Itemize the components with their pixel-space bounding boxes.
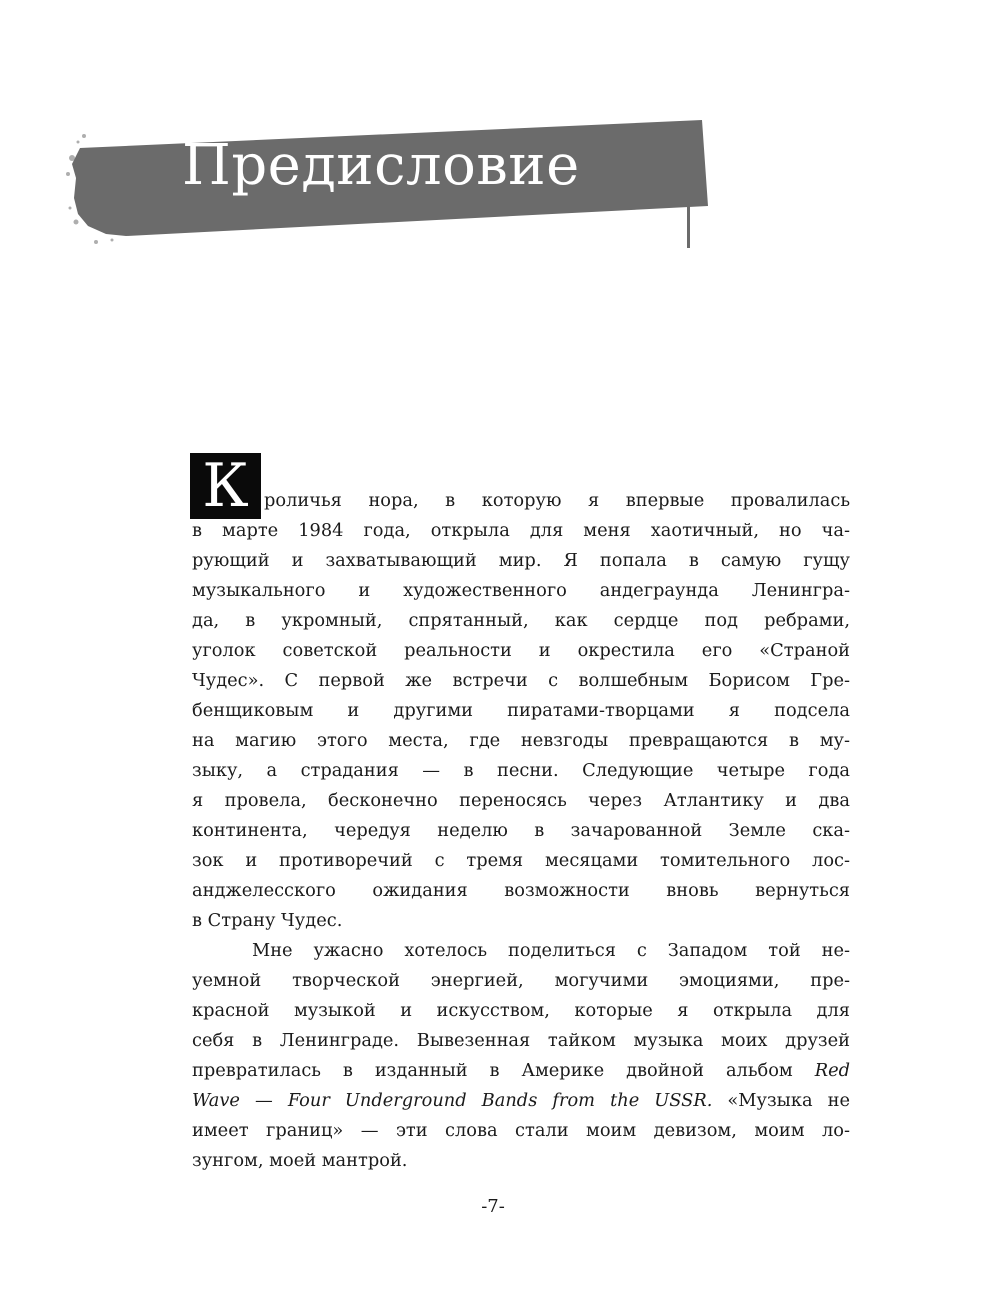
chapter-title-banner <box>66 118 716 248</box>
chapter-title: Предисловие <box>182 133 580 198</box>
text-line: рующий и захватывающий мир. Я попала в самую гущу <box>192 550 850 571</box>
text-line: Чудес». С первой же встречи с волшебным Борисом Гре- <box>192 670 850 691</box>
text-segment: превратилась в изданный в Америке двойной альбом <box>192 1060 815 1081</box>
album-title-italic: Wave — Four Underground Bands from the USSR. <box>192 1090 713 1111</box>
text-line: континента, чередуя неделю в зачарованной Земле ска- <box>192 820 850 841</box>
text-line: я провела, бесконечно переносясь через Атлантику и два <box>192 790 850 811</box>
text-line: уемной творческой энергией, могучими эмоциями, пре- <box>192 970 850 991</box>
text-segment: «Музыка не <box>712 1090 850 1111</box>
text-line: уголок советской реальности и окрестила его «Страной <box>192 640 850 661</box>
text-line: в марте 1984 года, открыла для меня хаотичный, но ча- <box>192 520 850 541</box>
text-line: да, в укромный, спрятанный, как сердце под ребрами, <box>192 610 850 631</box>
body-text <box>192 486 850 1176</box>
text-line: роличья нора, в которую я впервые провалилась <box>264 490 850 511</box>
page-number: -7- <box>481 1196 505 1217</box>
text-line <box>192 1086 850 1116</box>
text-line: бенщиковым и другими пиратами-творцами я подсела <box>192 700 850 721</box>
text-line: себя в Ленинграде. Вывезенная тайком музыка моих друзей <box>192 1030 850 1051</box>
text-line: красной музыкой и искусством, которые я открыла для <box>192 1000 850 1021</box>
text-line: анджелесского ожидания возможности вновь вернуться <box>192 880 850 901</box>
album-title-italic: Red <box>814 1060 850 1081</box>
text-line: музыкального и художественного андеграунда Ленингра- <box>192 580 850 601</box>
text-line: имеет границ» — эти слова стали моим девизом, моим ло- <box>192 1120 850 1141</box>
drop-cap-letter: К <box>190 453 261 519</box>
text-line: Мне ужасно хотелось поделиться с Западом той не- <box>252 940 850 961</box>
text-line: на магию этого места, где невзгоды превращаются в му- <box>192 730 850 751</box>
text-line: в Страну Чудес. <box>192 910 343 931</box>
text-line: зунгом, моей мантрой. <box>192 1150 408 1171</box>
text-line: зыку, а страдания — в песни. Следующие четыре года <box>192 760 850 781</box>
text-line <box>192 1056 850 1086</box>
text-line: зок и противоречий с тремя месяцами томительного лос- <box>192 850 850 871</box>
